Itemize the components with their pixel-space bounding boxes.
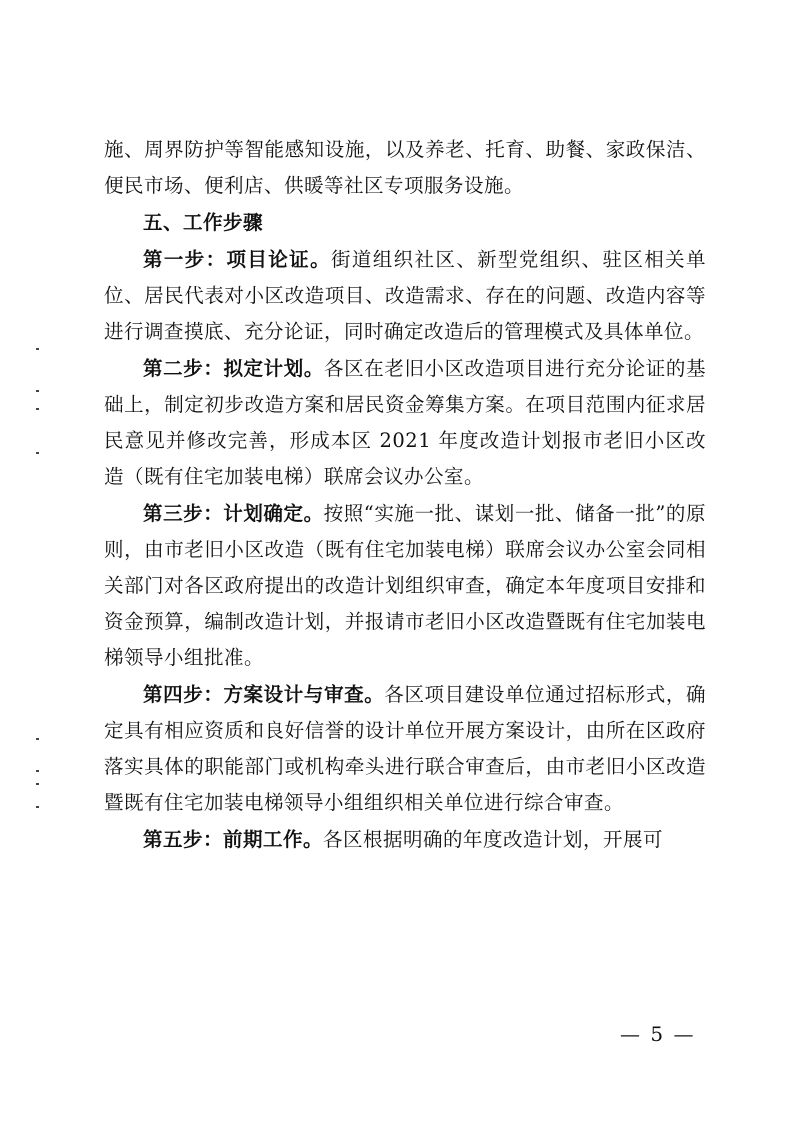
scan-mark [36, 348, 39, 350]
step-2-paragraph [104, 351, 706, 495]
step-4-paragraph [104, 677, 706, 821]
step-3-label: 第三步：计划确定。 [143, 502, 324, 525]
step-1-label: 第一步：项目论证。 [143, 248, 331, 271]
scan-mark [36, 783, 39, 785]
scan-mark [36, 806, 39, 808]
scan-mark [36, 390, 39, 392]
heading-text: 五、工作步骤 [143, 211, 264, 234]
paragraph-continuation [104, 132, 706, 204]
step-5-paragraph [104, 822, 706, 858]
step-4-label: 第四步：方案设计与审查。 [143, 683, 385, 706]
step-4-text: 各区项目建设单位通过招标形式，确定具有相应资质和良好信誉的设计单位开展方案设计，由所在区政府落实具体的职能部门或机构牵头进行联合审查后，由市老旧小区改造暨既有住宅加装电梯领导小组组织相关单位进行综合审查。 [104, 683, 706, 814]
scan-mark [36, 408, 39, 410]
page-number: — 5 — [620, 1022, 696, 1046]
paragraph-text: 施、周界防护等智能感知设施，以及养老、托育、助餐、家政保洁、便民市场、便利店、供暖等社区专项服务设施。 [104, 138, 706, 197]
step-1-paragraph [104, 242, 706, 350]
scan-mark [36, 452, 39, 454]
step-2-text: 各区在老旧小区改造项目进行充分论证的基础上，制定初步改造方案和居民资金筹集方案。在项目范围内征求居民意见并修改完善，形成本区 2021 年度改造计划报市老旧小区改造（既有住宅加装电梯）联席会议办公室。 [104, 357, 706, 488]
scan-mark [36, 738, 39, 740]
body-text [104, 132, 706, 859]
step-2-label: 第二步：拟定计划。 [143, 357, 324, 380]
step-3-text: 按照“实施一批、谋划一批、储备一批”的原则，由市老旧小区改造（既有住宅加装电梯）联席会议办公室会同相关部门对各区政府提出的改造计划组织审查，确定本年度项目安排和资金预算，编制改造计划，并报请市老旧小区改造暨既有住宅加装电梯领导小组批准。 [104, 502, 706, 669]
step-5-text: 各区根据明确的年度改造计划，开展可 [323, 828, 664, 851]
section-heading [104, 205, 706, 241]
step-3-paragraph [104, 496, 706, 676]
step-1-text: 街道组织社区、新型党组织、驻区相关单位、居民代表对小区改造项目、改造需求、存在的问题、改造内容等进行调查摸底、充分论证，同时确定改造后的管理模式及具体单位。 [104, 248, 706, 343]
step-5-label: 第五步：前期工作。 [143, 828, 324, 851]
scan-mark [36, 770, 39, 772]
